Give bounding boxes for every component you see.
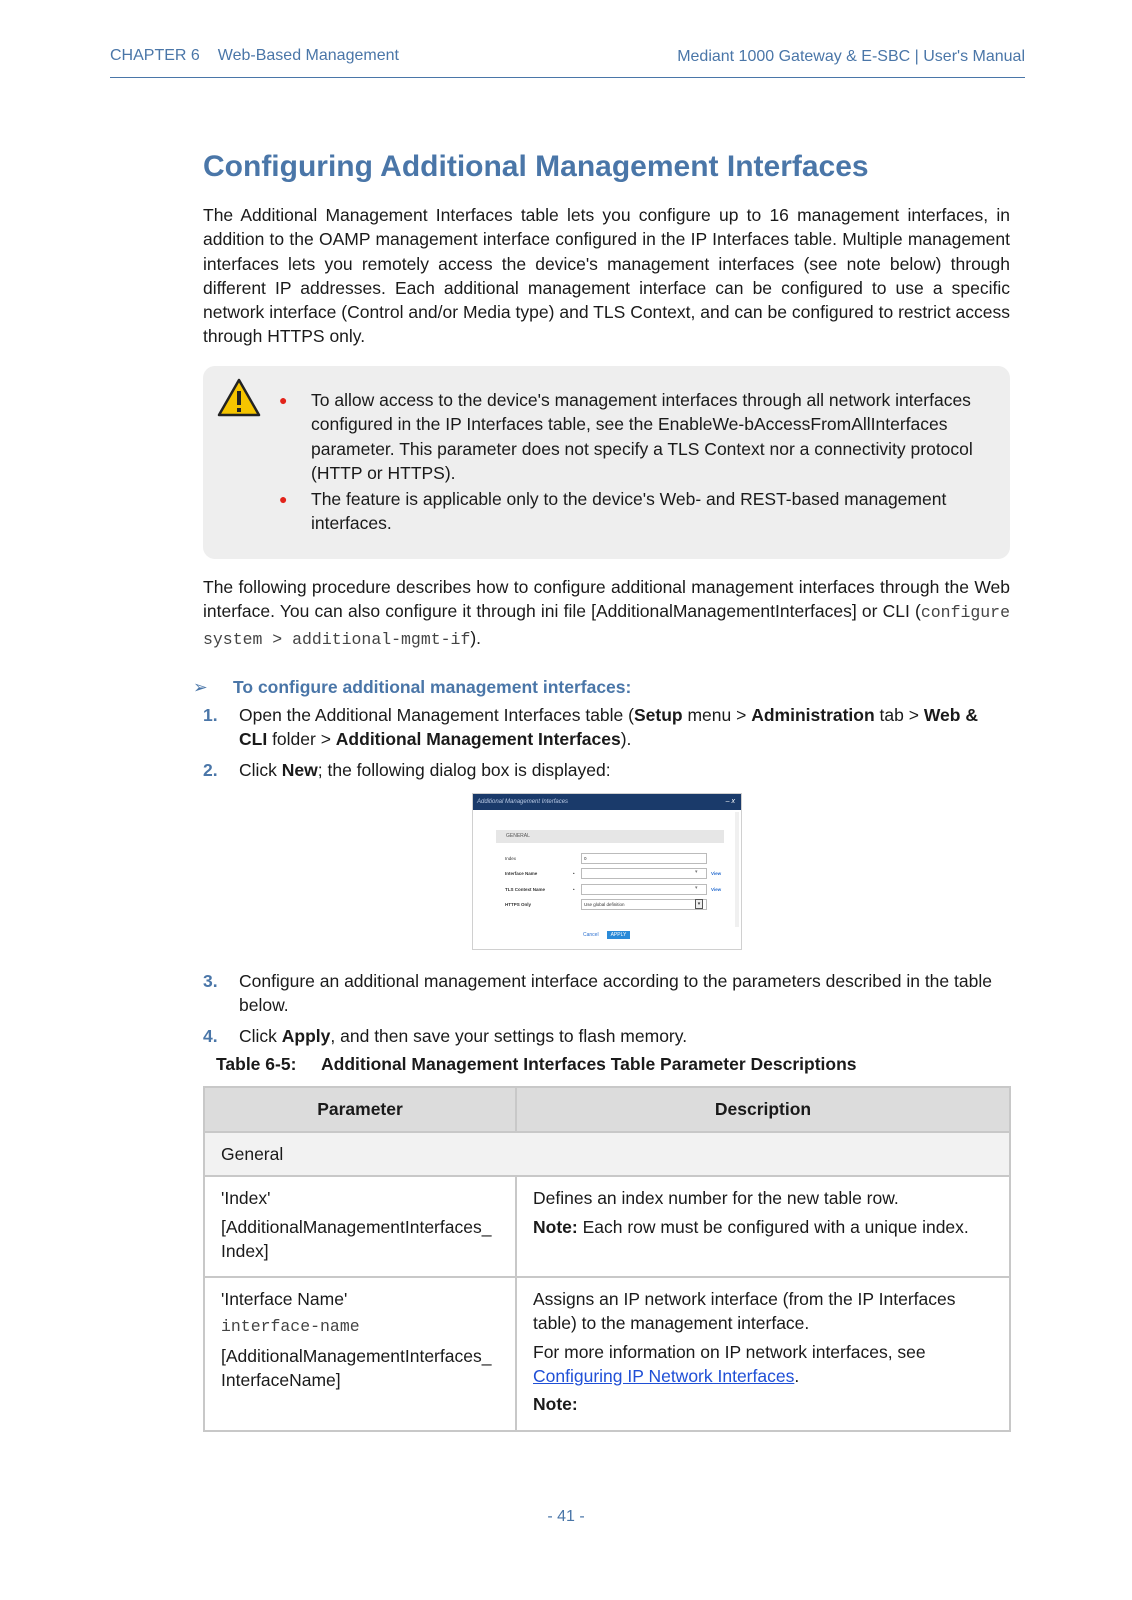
column-header-parameter: Parameter bbox=[204, 1087, 516, 1132]
step-number: 3. bbox=[203, 971, 218, 991]
step-text: Configure an additional management interface according to the parameters described in the table below. bbox=[239, 971, 992, 1016]
dialog-screenshot bbox=[472, 793, 742, 950]
procedure-step bbox=[203, 758, 1010, 782]
parameter-cli: interface-name bbox=[221, 1317, 360, 1337]
note-box bbox=[203, 366, 1010, 559]
note-list bbox=[279, 388, 991, 538]
procedure-step bbox=[203, 1024, 1010, 1048]
dialog-title-bar bbox=[473, 794, 741, 810]
description-note bbox=[533, 1392, 993, 1416]
step-number: 4. bbox=[203, 1025, 218, 1046]
procedure-steps-b bbox=[203, 969, 1010, 1048]
chevron-down-icon: ▾ bbox=[695, 899, 703, 909]
procedure-title: To configure additional management interfaces: bbox=[233, 677, 632, 697]
description-text: For more information on IP network interfaces, see bbox=[533, 1341, 926, 1362]
procedure-step bbox=[203, 969, 1010, 1018]
step-text: , and then save your settings to flash memory. bbox=[330, 1025, 688, 1046]
table-row bbox=[204, 1176, 1010, 1277]
chevron-down-icon: ▾ bbox=[695, 869, 698, 875]
dialog-label-index: Index bbox=[505, 856, 517, 861]
page-header bbox=[110, 47, 1025, 78]
dialog-title: Additional Management Interfaces bbox=[477, 799, 569, 805]
chapter-title: Web-Based Management bbox=[217, 47, 399, 64]
column-header-description: Description bbox=[516, 1087, 1010, 1132]
note-item bbox=[279, 388, 991, 485]
step-text: Click bbox=[239, 759, 282, 780]
step-text: ). bbox=[620, 729, 632, 750]
https-only-select[interactable]: Use global definition bbox=[581, 899, 707, 910]
description-text: Defines an index number for the new table row. bbox=[533, 1188, 899, 1209]
manual-title: Mediant 1000 Gateway & E-SBC | User's Manual bbox=[677, 48, 1025, 65]
note-text: Each row must be configured with a unique index. bbox=[577, 1216, 969, 1237]
parameter-table bbox=[203, 1086, 1011, 1432]
parameter-name: 'Index' bbox=[221, 1188, 271, 1209]
folder-name: Web & CLI bbox=[239, 705, 978, 750]
procedure-heading bbox=[193, 677, 631, 698]
parameter-name: 'Interface Name' bbox=[221, 1289, 348, 1310]
required-mark: • bbox=[573, 871, 575, 876]
group-label: General bbox=[204, 1132, 1010, 1176]
page-number: - 41 - bbox=[547, 1508, 585, 1525]
bullet-icon: ● bbox=[279, 491, 288, 508]
step-text: menu > bbox=[682, 705, 752, 725]
tls-view-link[interactable]: View bbox=[711, 887, 722, 892]
dialog-label-tls-context: TLS Context Name bbox=[505, 887, 546, 892]
step-text: ; the following dialog box is displayed: bbox=[317, 759, 611, 780]
interface-view-link[interactable]: View bbox=[711, 871, 722, 876]
arrow-icon: ➢ bbox=[193, 677, 208, 697]
description-cell bbox=[516, 1277, 1010, 1430]
dialog-label-interface-name: Interface Name bbox=[505, 871, 538, 876]
procedure-intro bbox=[203, 575, 1010, 652]
table-caption-label: Table 6-5: bbox=[216, 1054, 297, 1074]
warning-icon bbox=[217, 378, 261, 418]
procedure-step bbox=[203, 703, 1010, 752]
parameter-ini: [AdditionalManagementInterfaces_ InterfaceName] bbox=[221, 1345, 492, 1391]
chapter-heading bbox=[110, 47, 399, 65]
parameter-ini: [AdditionalManagementInterfaces_ Index] bbox=[221, 1216, 492, 1261]
required-mark: • bbox=[573, 887, 575, 892]
description-more-info bbox=[533, 1340, 993, 1389]
description-text: Assigns an IP network interface (from the IP Interfaces table) to the management interface. bbox=[533, 1289, 956, 1334]
procedure-intro-end: ). bbox=[470, 627, 482, 648]
step-text: tab > bbox=[874, 705, 924, 725]
table-header-row bbox=[204, 1087, 1010, 1132]
parameter-cell bbox=[204, 1176, 516, 1277]
table-caption bbox=[216, 1054, 857, 1075]
menu-name: Setup bbox=[633, 705, 683, 725]
dialog-buttons bbox=[583, 932, 630, 938]
note-label: Note: bbox=[533, 1394, 578, 1415]
tab-name: Administration bbox=[751, 705, 875, 725]
step-text: folder > bbox=[267, 729, 336, 750]
table-row bbox=[204, 1277, 1010, 1430]
index-input[interactable]: 0 bbox=[581, 853, 707, 864]
chapter-number: CHAPTER 6 bbox=[110, 47, 200, 64]
page-name: Additional Management Interfaces bbox=[335, 729, 621, 750]
ip-interfaces-link[interactable]: Configuring IP Network Interfaces bbox=[533, 1366, 795, 1387]
table-caption-text: Additional Management Interfaces Table Parameter Descriptions bbox=[321, 1054, 857, 1074]
step-number: 2. bbox=[203, 759, 218, 780]
cli-command: configure system > additional-mgmt-if bbox=[203, 603, 1010, 649]
procedure-steps-a bbox=[203, 703, 1010, 782]
button-name: Apply bbox=[281, 1025, 331, 1046]
description-note bbox=[533, 1215, 993, 1239]
dialog-scrollbar[interactable] bbox=[735, 812, 739, 927]
procedure-intro-text: The following procedure describes how to configure additional management interfaces through the Web interface. You can also configure it through ini file [AdditionalManagementInterfaces] or CLI ( bbox=[203, 577, 1010, 622]
intro-paragraph: The Additional Management Interfaces table lets you configure up to 16 management interfaces, in addition to the OAMP management interface configured in the IP Interfaces table. Multiple management interfaces lets you remotely access the device's management interfaces (see note below) through different IP addresses. Each additional management interface can be configured to use a specific network interface (Control and/or Media type) and TLS Context, and can be configured to restrict access through HTTPS only. bbox=[203, 205, 1010, 347]
dialog-label-https-only: HTTPS Only bbox=[505, 902, 532, 907]
apply-button[interactable]: APPLY bbox=[607, 931, 631, 939]
description-text: . bbox=[794, 1366, 800, 1387]
table-group-row bbox=[204, 1132, 1010, 1176]
interface-name-select[interactable] bbox=[581, 868, 707, 879]
cancel-button[interactable]: Cancel bbox=[583, 932, 599, 938]
note-text: To allow access to the device's management interfaces through all network interfaces configured in the IP Interfaces table, see the EnableWe-bAccessFromAllInterfaces parameter. This parameter does not specify a TLS Context nor a connectivity protocol (HTTP or HTTPS). bbox=[311, 390, 973, 483]
note-text: The feature is applicable only to the device's Web- and REST-based management interfaces. bbox=[311, 489, 947, 534]
section-title: Configuring Additional Management Interfaces bbox=[203, 150, 869, 183]
parameter-cell bbox=[204, 1277, 516, 1430]
bullet-icon: ● bbox=[279, 392, 288, 408]
step-text: Click bbox=[239, 1025, 282, 1046]
note-item bbox=[279, 487, 991, 536]
description-cell bbox=[516, 1176, 1010, 1277]
note-label: Note: bbox=[533, 1216, 578, 1237]
dialog-section-general: GENERAL bbox=[496, 830, 724, 843]
chevron-down-icon: ▾ bbox=[695, 885, 698, 891]
dialog-window-controls[interactable]: – x bbox=[725, 798, 735, 805]
step-text: Open the Additional Management Interfaces table ( bbox=[239, 705, 634, 725]
step-number: 1. bbox=[203, 705, 218, 725]
tls-context-select[interactable] bbox=[581, 884, 707, 895]
button-name: New bbox=[281, 759, 318, 780]
